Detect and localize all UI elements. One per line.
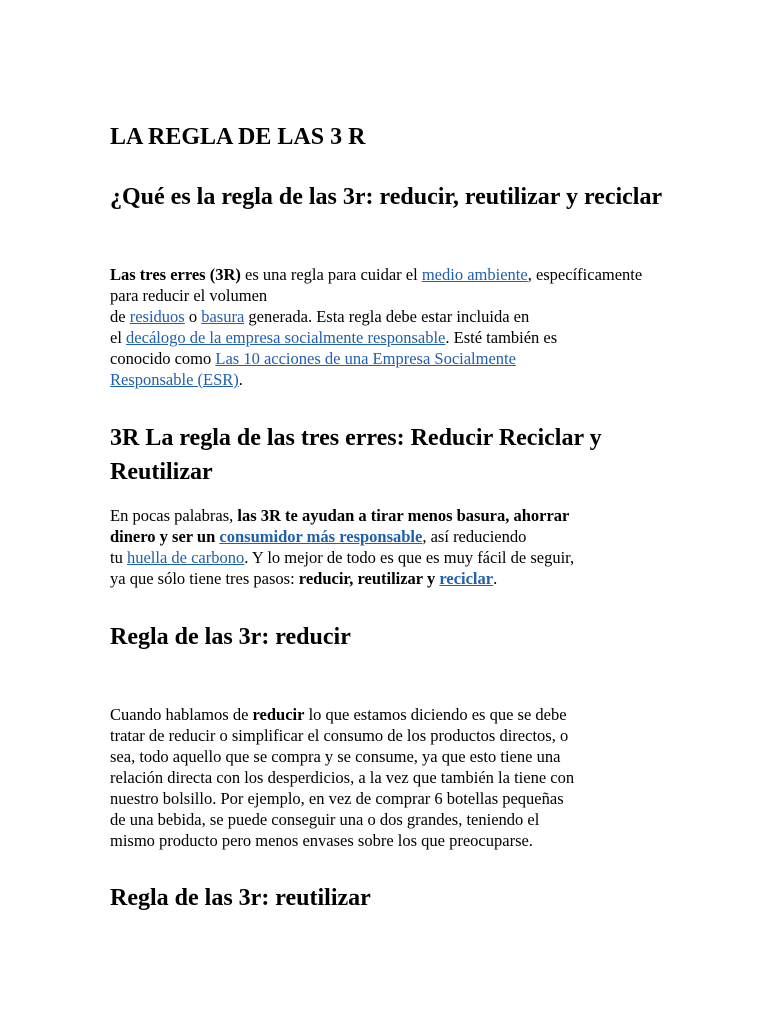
link-medio-ambiente[interactable]: medio ambiente: [421, 265, 528, 284]
text-span: de: [110, 307, 130, 326]
paragraph-tres-erres: [110, 505, 655, 589]
link-10-acciones[interactable]: Las 10 acciones de una Empresa Socialmente: [215, 349, 516, 368]
link-huella-carbono[interactable]: huella de carbono: [126, 548, 245, 567]
text-span: .: [238, 370, 243, 389]
text-span: tu: [110, 548, 127, 567]
section-heading-reutilizar: Regla de las 3r: reutilizar: [110, 885, 371, 911]
link-reciclar[interactable]: [439, 569, 493, 588]
text-span: Cuando hablamos de: [110, 705, 253, 724]
link-residuos[interactable]: residuos: [129, 307, 185, 326]
text-line: sea, todo aquello que se compra y se consume, ya que esto tiene una: [110, 747, 561, 766]
text-line: de una bebida, se puede conseguir una o dos grandes, teniendo el: [110, 810, 540, 829]
text-span: . Esté también es: [445, 328, 558, 347]
text-span: . Y lo mejor de todo es que es muy fácil de seguir,: [244, 548, 575, 567]
bold-text: reducir, reutilizar y: [298, 569, 440, 588]
text-span: o: [184, 307, 202, 326]
text-line: mismo producto pero menos envases sobre los que preocuparse.: [110, 831, 533, 850]
text-span: .: [493, 569, 498, 588]
section-heading-reducir: Regla de las 3r: reducir: [110, 624, 351, 650]
section-heading-que-es: ¿Qué es la regla de las 3r: reducir, reutilizar y reciclar: [110, 184, 663, 210]
text-line: relación directa con los desperdicios, a la vez que también la tiene con: [110, 768, 575, 787]
text-span: conocido como: [110, 349, 216, 368]
text-span: generada. Esta regla debe estar incluida en: [244, 307, 530, 326]
link-esr[interactable]: Responsable (ESR): [110, 370, 239, 389]
text-span: el: [110, 328, 127, 347]
text-span: lo que estamos diciendo es que se debe: [304, 705, 567, 724]
link-basura[interactable]: basura: [201, 307, 245, 326]
bold-term-reducir: reducir: [252, 705, 305, 724]
bold-term-tres-erres: Las tres erres (3R): [110, 265, 241, 284]
paragraph-intro: [110, 264, 655, 390]
text-span: , específicamente para reducir el volumen: [110, 265, 643, 305]
text-span: En pocas palabras,: [110, 506, 238, 525]
link-label: reciclar: [439, 569, 494, 588]
link-label: consumidor más responsable: [219, 527, 423, 546]
link-decalogo[interactable]: decálogo de la empresa socialmente responsable: [126, 328, 446, 347]
text-span: es una regla para cuidar el: [240, 265, 422, 284]
bold-text: las 3R te ayudan a tirar menos basura, ahorrar: [237, 506, 570, 525]
bold-text: dinero y ser un: [110, 527, 220, 546]
link-consumidor-responsable[interactable]: [219, 527, 422, 546]
text-line: nuestro bolsillo. Por ejemplo, en vez de comprar 6 botellas pequeñas: [110, 789, 564, 808]
paragraph-reducir: [110, 704, 655, 851]
text-line: tratar de reducir o simplificar el consumo de los productos directos, o: [110, 726, 569, 745]
text-span: , así reduciendo: [422, 527, 527, 546]
document-title: LA REGLA DE LAS 3 R: [110, 124, 366, 150]
section-heading-tres-erres: 3R La regla de las tres erres: Reducir Reciclar y Reutilizar: [110, 425, 602, 485]
text-span: ya que sólo tiene tres pasos:: [110, 569, 299, 588]
